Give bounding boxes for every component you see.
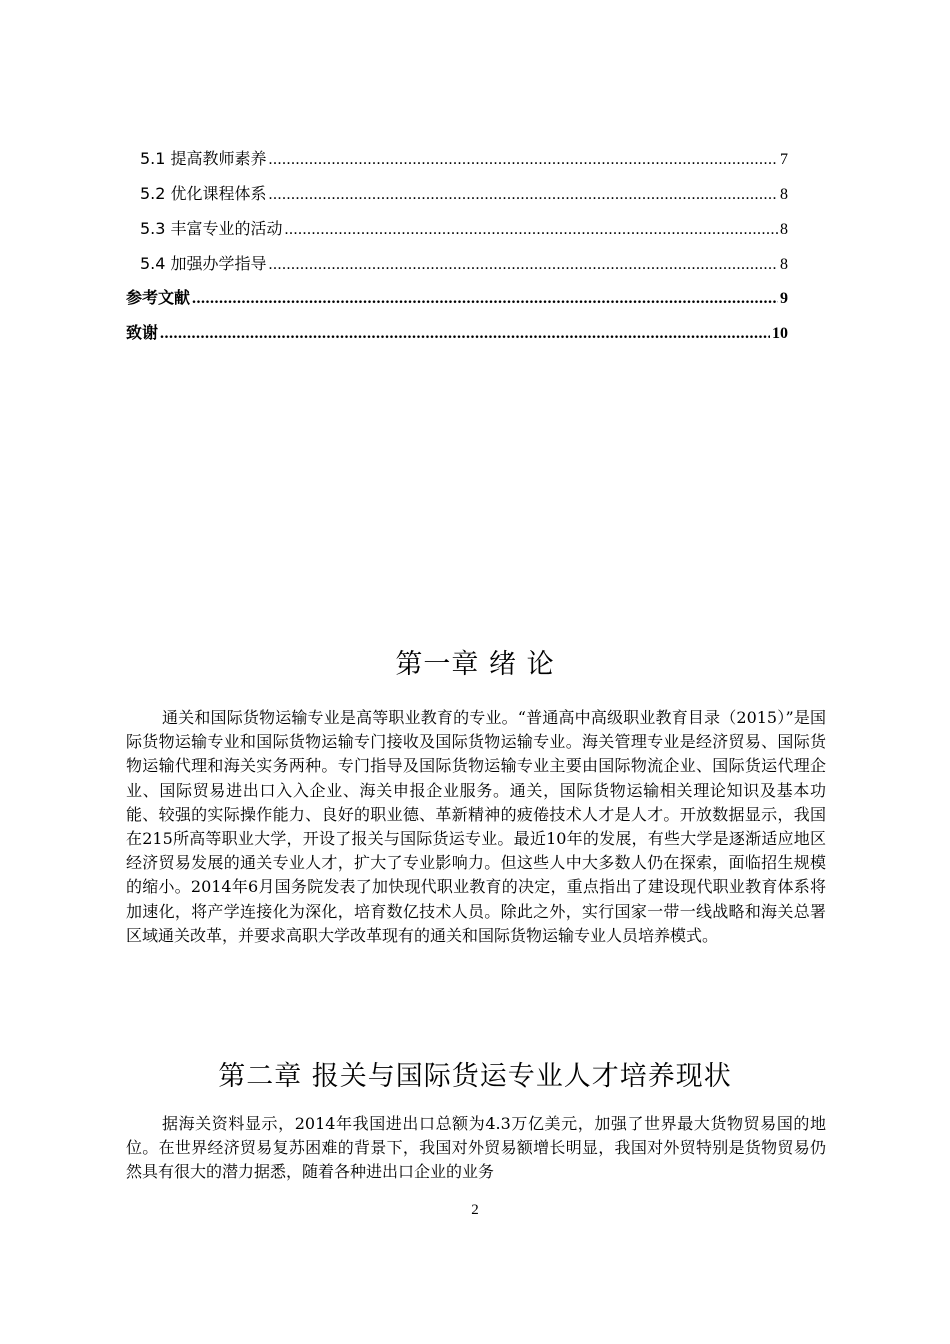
toc-entry-page: 8 <box>780 256 788 273</box>
toc-leader-dots <box>269 252 778 278</box>
toc-entry-page: 8 <box>780 186 788 203</box>
toc-leader-dots <box>160 321 770 347</box>
page-number: 2 <box>471 1202 479 1218</box>
toc-leader-dots <box>269 147 778 173</box>
toc-entry[interactable] <box>126 216 788 251</box>
toc-entry-title: 5.1 提高教师素养 <box>140 149 267 168</box>
table-of-contents <box>126 146 788 356</box>
toc-entry-title: 致谢 <box>126 325 159 342</box>
toc-entry-title: 参考文献 <box>126 290 191 307</box>
toc-entry[interactable] <box>126 321 788 356</box>
toc-entry-title: 5.4 加强办学指导 <box>140 254 267 273</box>
toc-entry-title: 5.2 优化课程体系 <box>140 184 267 203</box>
toc-entry-page: 10 <box>772 325 788 342</box>
toc-entry[interactable] <box>126 146 788 181</box>
chapter-2-paragraph: 据海关资料显示，2014年我国进出口总额为4.3万亿美元，加强了世界最大货物贸易国的地位。在世界经济贸易复苏困难的背景下，我国对外贸易额增长明显，我国对外贸特别是货物贸易仍然具有很大的潜力据悉，随着各种进出口企业的业务 <box>126 1114 826 1182</box>
chapter-2-heading: 第二章 报关与国际货运专业人才培养现状 <box>218 1061 732 1092</box>
toc-entry-page: 7 <box>780 151 788 168</box>
toc-entry[interactable] <box>126 251 788 286</box>
toc-entry-title: 5.3 丰富专业的活动 <box>140 219 283 238</box>
toc-entry-page: 8 <box>780 221 788 238</box>
toc-leader-dots <box>269 182 778 208</box>
toc-entry[interactable] <box>126 286 788 321</box>
toc-entry-page: 9 <box>780 290 788 307</box>
chapter-1-paragraph: 通关和国际货物运输专业是高等职业教育的专业。“普通高中高级职业教育目录（2015）”是国际货物运输专业和国际货物运输专门接收及国际货物运输专业。海关管理专业是经济贸易、国际货物运输代理和海关实务两种。专门指导及国际货物运输专业主要由国际物流企业、国际货运代理企业、国际贸易进出口入入企业、海关申报企业服务。通关，国际货物运输相关理论知识及基本功能、较强的实际操作能力、良好的职业德、革新精神的疲倦技术人才是人才。开放数据显示，我国在215所高等职业大学，开设了报关与国际货运专业。最近10年的发展，有些大学是逐渐适应地区经济贸易发展的通关专业人才，扩大了专业影响力。但这些人中大多数人仍在探索，面临招生规模的缩小。2014年6月国务院发表了加快现代职业教育的决定，重点指出了建设现代职业教育体系将加速化，将产学连接化为深化，培育数亿技术人员。除此之外，实行国家一带一线战略和海关总署区域通关改革，并要求高职大学改革现有的通关和国际货物运输专业人员培养模式。 <box>126 708 826 945</box>
chapter-1-heading: 第一章 绪 论 <box>395 649 555 680</box>
toc-leader-dots <box>285 217 778 243</box>
toc-entry[interactable] <box>126 181 788 216</box>
toc-leader-dots <box>192 286 778 312</box>
